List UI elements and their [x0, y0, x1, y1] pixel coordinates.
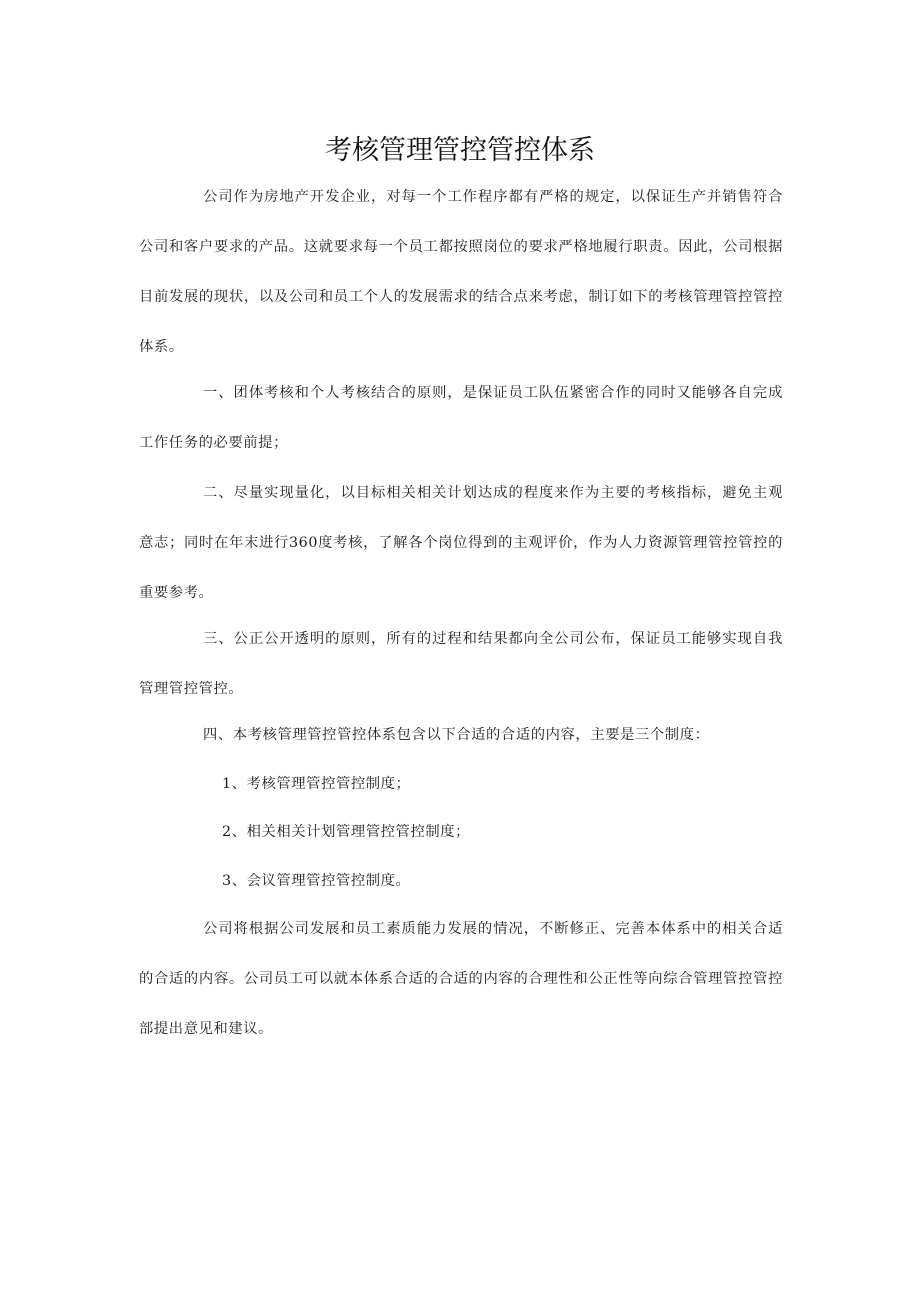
closing-paragraph: 公司将根据公司发展和员工素质能力发展的情况，不断修正、完善本体系中的相关合适的合适的内容。公司员工可以就本体系合适的合适的内容的合理性和公正性等向综合管理管控管控部提出意见和建议。: [139, 921, 783, 1037]
principle-1-paragraph: 一、团体考核和个人考核结合的原则，是保证员工队伍紧密合作的同时又能够各自完成工作任务的必要前提；: [139, 385, 783, 451]
principle-3-paragraph: 三、公正公开透明的原则，所有的过程和结果都向全公司公布，保证员工能够实现自我管理管控管控。: [139, 631, 783, 697]
intro-paragraph: 公司作为房地产开发企业，对每一个工作程序都有严格的规定，以保证生产并销售符合公司和客户要求的产品。这就要求每一个员工都按照岗位的要求严格地履行职责。因此，公司根据目前发展的现状，以及公司和员工个人的发展需求的结合点来考虑，制订如下的考核管理管控管控体系。: [139, 189, 783, 355]
document-title: 考核管理管控管控体系: [325, 135, 595, 166]
system-item-2: 2、相关相关计划管理管控管控制度；: [222, 824, 471, 840]
system-item-3: 3、会议管理管控管控制度。: [222, 873, 411, 889]
principle-2-paragraph: 二、尽量实现量化，以目标相关相关计划达成的程度来作为主要的考核指标，避免主观意志；同时在年末进行360度考核，了解各个岗位得到的主观评价，作为人力资源管理管控管控的重要参考。: [139, 485, 783, 601]
principle-4-paragraph: 四、本考核管理管控管控体系包含以下合适的合适的内容，主要是三个制度：: [203, 727, 710, 743]
system-item-1: 1、考核管理管控管控制度；: [222, 776, 411, 792]
